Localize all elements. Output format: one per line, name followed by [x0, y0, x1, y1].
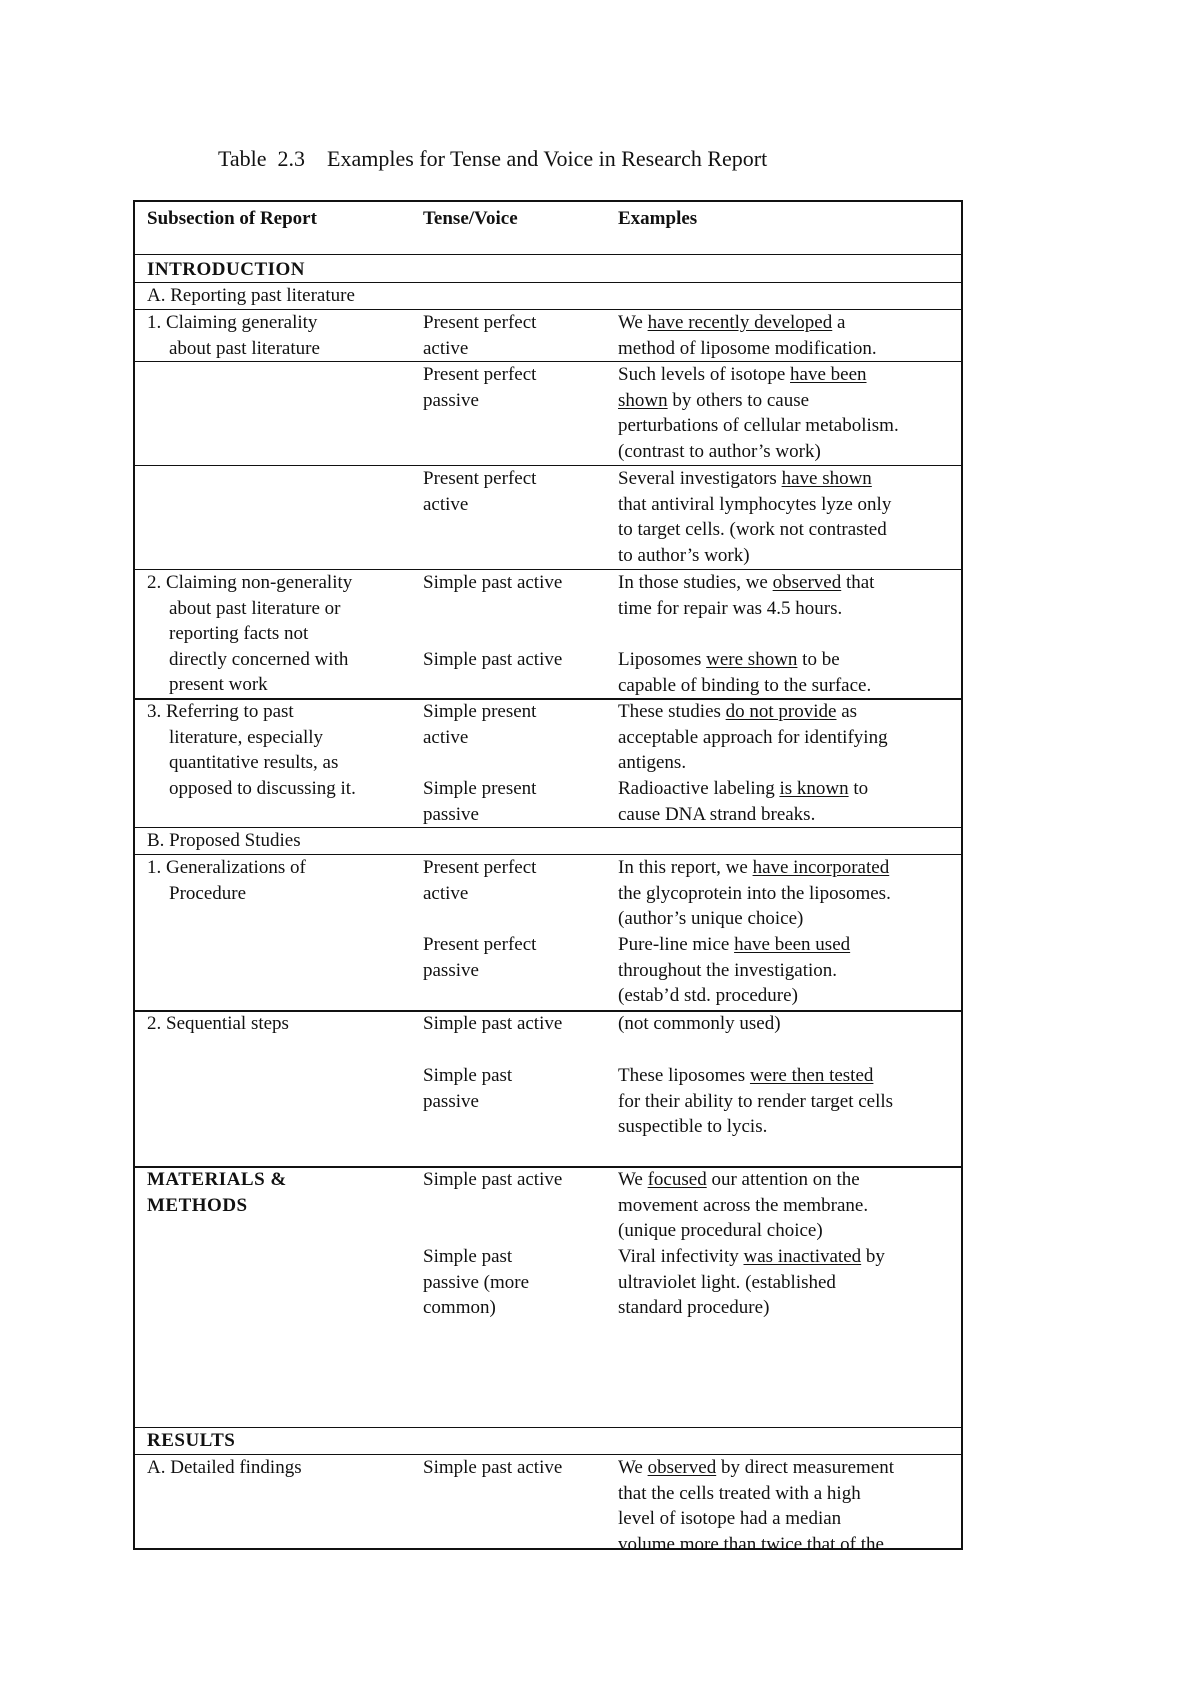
example-line: standard procedure)	[618, 1297, 770, 1318]
row4-tense-b	[423, 647, 562, 673]
cell-line: Present perfect	[423, 468, 537, 489]
example-line: (contrast to author’s work)	[618, 440, 821, 462]
example-line: These liposomes were then tested	[618, 1065, 874, 1086]
example-line: suspectible to lycis.	[618, 1116, 768, 1137]
row6-example-b	[618, 932, 850, 1009]
example-line: We observed by direct measurement	[618, 1457, 894, 1478]
underlined-verb: have been used	[734, 934, 851, 955]
cell-line: about past literature	[169, 337, 320, 359]
header-examples: Examples	[618, 208, 698, 229]
example-line: time for repair was 4.5 hours.	[618, 597, 843, 619]
cell-line: active	[423, 726, 469, 748]
cell-line: 2. Claiming non-generality	[147, 572, 353, 593]
cell-line: Simple past	[423, 1065, 513, 1086]
cell-line: Present perfect	[423, 857, 537, 878]
row7-example-a	[618, 1011, 781, 1037]
table-caption: Table 2.3 Examples for Tense and Voice in Research Report	[218, 146, 768, 171]
cell-line: Simple past active	[423, 649, 563, 670]
cell-line: 1. Claiming generality	[147, 312, 318, 333]
row9-example	[618, 1455, 894, 1557]
row1-example	[618, 310, 877, 361]
example-line: capable of binding to the surface.	[618, 674, 872, 696]
row6-subsection	[147, 855, 306, 906]
row2-tense	[423, 362, 536, 413]
example-line: the glycoprotein into the liposomes.	[618, 882, 891, 904]
cell-line: Present perfect	[423, 312, 537, 333]
example-line: We have recently developed a	[618, 312, 846, 333]
row8-tense-a	[423, 1167, 562, 1193]
example-line: We focused our attention on the	[618, 1169, 860, 1190]
cell-line: Procedure	[169, 882, 247, 904]
cell-line: Simple present	[423, 778, 537, 799]
underlined-verb: were shown	[706, 649, 798, 670]
row1-subsection	[147, 310, 320, 361]
subsection-proposed-studies: B. Proposed Studies	[147, 830, 301, 851]
cell-line: quantitative results, as	[169, 752, 339, 773]
cell-line: directly concerned with	[169, 648, 349, 670]
cell-line: Present perfect	[423, 934, 537, 955]
row6-tense-b	[423, 932, 536, 983]
example-line: antigens.	[618, 752, 687, 773]
cell-line: 1. Generalizations of	[147, 857, 306, 878]
row8-example-b	[618, 1244, 885, 1321]
cell-line: passive	[423, 959, 479, 981]
example-line: (estab’d std. procedure)	[618, 985, 798, 1006]
cell-line: passive (more	[423, 1271, 530, 1293]
cell-line: opposed to discussing it.	[169, 777, 356, 799]
example-line: to target cells. (work not contrasted	[618, 519, 887, 540]
underlined-verb: have incorporated	[752, 857, 890, 878]
row3-example	[618, 466, 891, 568]
example-line: Radioactive labeling is known to	[618, 778, 869, 799]
underlined-verb: have recently developed	[647, 312, 833, 333]
cell-line: passive	[423, 1090, 479, 1112]
cell-line: active	[423, 882, 469, 904]
cell-line: reporting facts not	[169, 623, 309, 644]
row7-tense-b	[423, 1063, 512, 1114]
row4-subsection	[147, 570, 352, 698]
example-line: throughout the investigation.	[618, 959, 838, 981]
cell-line: present work	[169, 674, 268, 695]
row4-tense-a	[423, 570, 562, 596]
row7-tense-a	[423, 1011, 562, 1037]
underlined-verb: was inactivated	[743, 1246, 862, 1267]
cell-line: Simple past	[423, 1246, 513, 1267]
cell-line: passive	[423, 389, 479, 411]
section-introduction: INTRODUCTION	[147, 259, 306, 280]
underlined-verb: is known	[779, 778, 849, 799]
row4-example-a	[618, 570, 874, 621]
cell-line: Simple past active	[423, 1457, 563, 1478]
example-line: acceptable approach for identifying	[618, 726, 888, 748]
cell-line: Simple past active	[423, 1013, 563, 1034]
methods-label: METHODS	[147, 1194, 248, 1216]
example-line: Several investigators have shown	[618, 468, 872, 489]
example-line: that the cells treated with a high	[618, 1482, 861, 1504]
example-line: movement across the membrane.	[618, 1194, 869, 1216]
cell-line: Simple present	[423, 701, 537, 722]
row5-subsection	[147, 699, 356, 801]
example-line: for their ability to render target cells	[618, 1090, 894, 1112]
underlined-verb: have been	[790, 364, 867, 385]
underlined-verb: observed	[647, 1457, 717, 1478]
cell-line: common)	[423, 1297, 496, 1318]
example-line: In this report, we have incorporated	[618, 857, 890, 878]
row8-tense-b	[423, 1244, 529, 1321]
row9-tense	[423, 1455, 562, 1481]
row6-example-a	[618, 855, 891, 932]
example-line: Viral infectivity was inactivated by	[618, 1246, 885, 1267]
example-line: In those studies, we observed that	[618, 572, 875, 593]
underlined-verb: were then tested	[749, 1065, 874, 1086]
section-materials-methods	[147, 1167, 287, 1218]
row8-example-a	[618, 1167, 868, 1244]
example-line: volume more than twice that of the	[618, 1533, 884, 1555]
example-line: These studies do not provide as	[618, 701, 858, 722]
row5-tense-b	[423, 776, 536, 827]
example-line: (author’s unique choice)	[618, 908, 804, 929]
section-results: RESULTS	[147, 1430, 236, 1451]
row7-subsection	[147, 1011, 289, 1037]
row5-example-b	[618, 776, 868, 827]
cell-line: literature, especially	[169, 726, 324, 748]
underlined-verb: focused	[647, 1169, 707, 1190]
cell-line: active	[423, 337, 469, 359]
row5-example-a	[618, 699, 888, 776]
tense-voice-table	[133, 200, 963, 1555]
example-line: cause DNA strand breaks.	[618, 803, 816, 825]
cell-line: active	[423, 493, 469, 515]
cell-line: 2. Sequential steps	[147, 1013, 289, 1034]
example-line: that antiviral lymphocytes lyze only	[618, 493, 892, 515]
example-line: perturbations of cellular metabolism.	[618, 415, 899, 436]
cell-line: passive	[423, 803, 479, 825]
underlined-verb: shown	[618, 389, 668, 411]
row4-example-b	[618, 647, 871, 698]
header-subsection: Subsection of Report	[147, 208, 317, 229]
example-line: (unique procedural choice)	[618, 1220, 823, 1241]
underlined-verb: observed	[772, 572, 842, 593]
cell-line: Simple past active	[423, 1169, 563, 1190]
header-tense-voice: Tense/Voice	[423, 208, 518, 229]
cell-line: Simple past active	[423, 572, 563, 593]
row1-tense	[423, 310, 536, 361]
example-line: Pure-line mice have been used	[618, 934, 851, 955]
example-line: ultraviolet light. (established	[618, 1271, 836, 1293]
cell-line: Present perfect	[423, 364, 537, 385]
example-line: Such levels of isotope have been	[618, 364, 867, 385]
row7-example-b	[618, 1063, 893, 1140]
cell-line: 3. Referring to past	[147, 701, 294, 722]
row6-tense-a	[423, 855, 536, 906]
underlined-verb: do not provide	[725, 701, 837, 722]
subsection-reporting-past-literature: A. Reporting past literature	[147, 285, 355, 306]
row2-example	[618, 362, 899, 464]
underlined-verb: have shown	[781, 468, 872, 489]
cell-line: about past literature or	[169, 597, 341, 619]
example-line: shown by others to cause	[618, 389, 810, 411]
row9-subsection	[147, 1455, 302, 1481]
example-line: Liposomes were shown to be	[618, 649, 840, 670]
materials-label: MATERIALS &	[147, 1169, 287, 1190]
example-line: (not commonly used)	[618, 1013, 781, 1034]
cell-line: A. Detailed findings	[147, 1457, 302, 1478]
row5-tense-a	[423, 699, 536, 750]
example-line: method of liposome modification.	[618, 337, 877, 359]
row3-tense	[423, 466, 536, 517]
example-line: to author’s work)	[618, 544, 750, 566]
divider	[135, 1427, 961, 1428]
divider	[135, 254, 961, 255]
example-line: level of isotope had a median	[618, 1508, 842, 1529]
